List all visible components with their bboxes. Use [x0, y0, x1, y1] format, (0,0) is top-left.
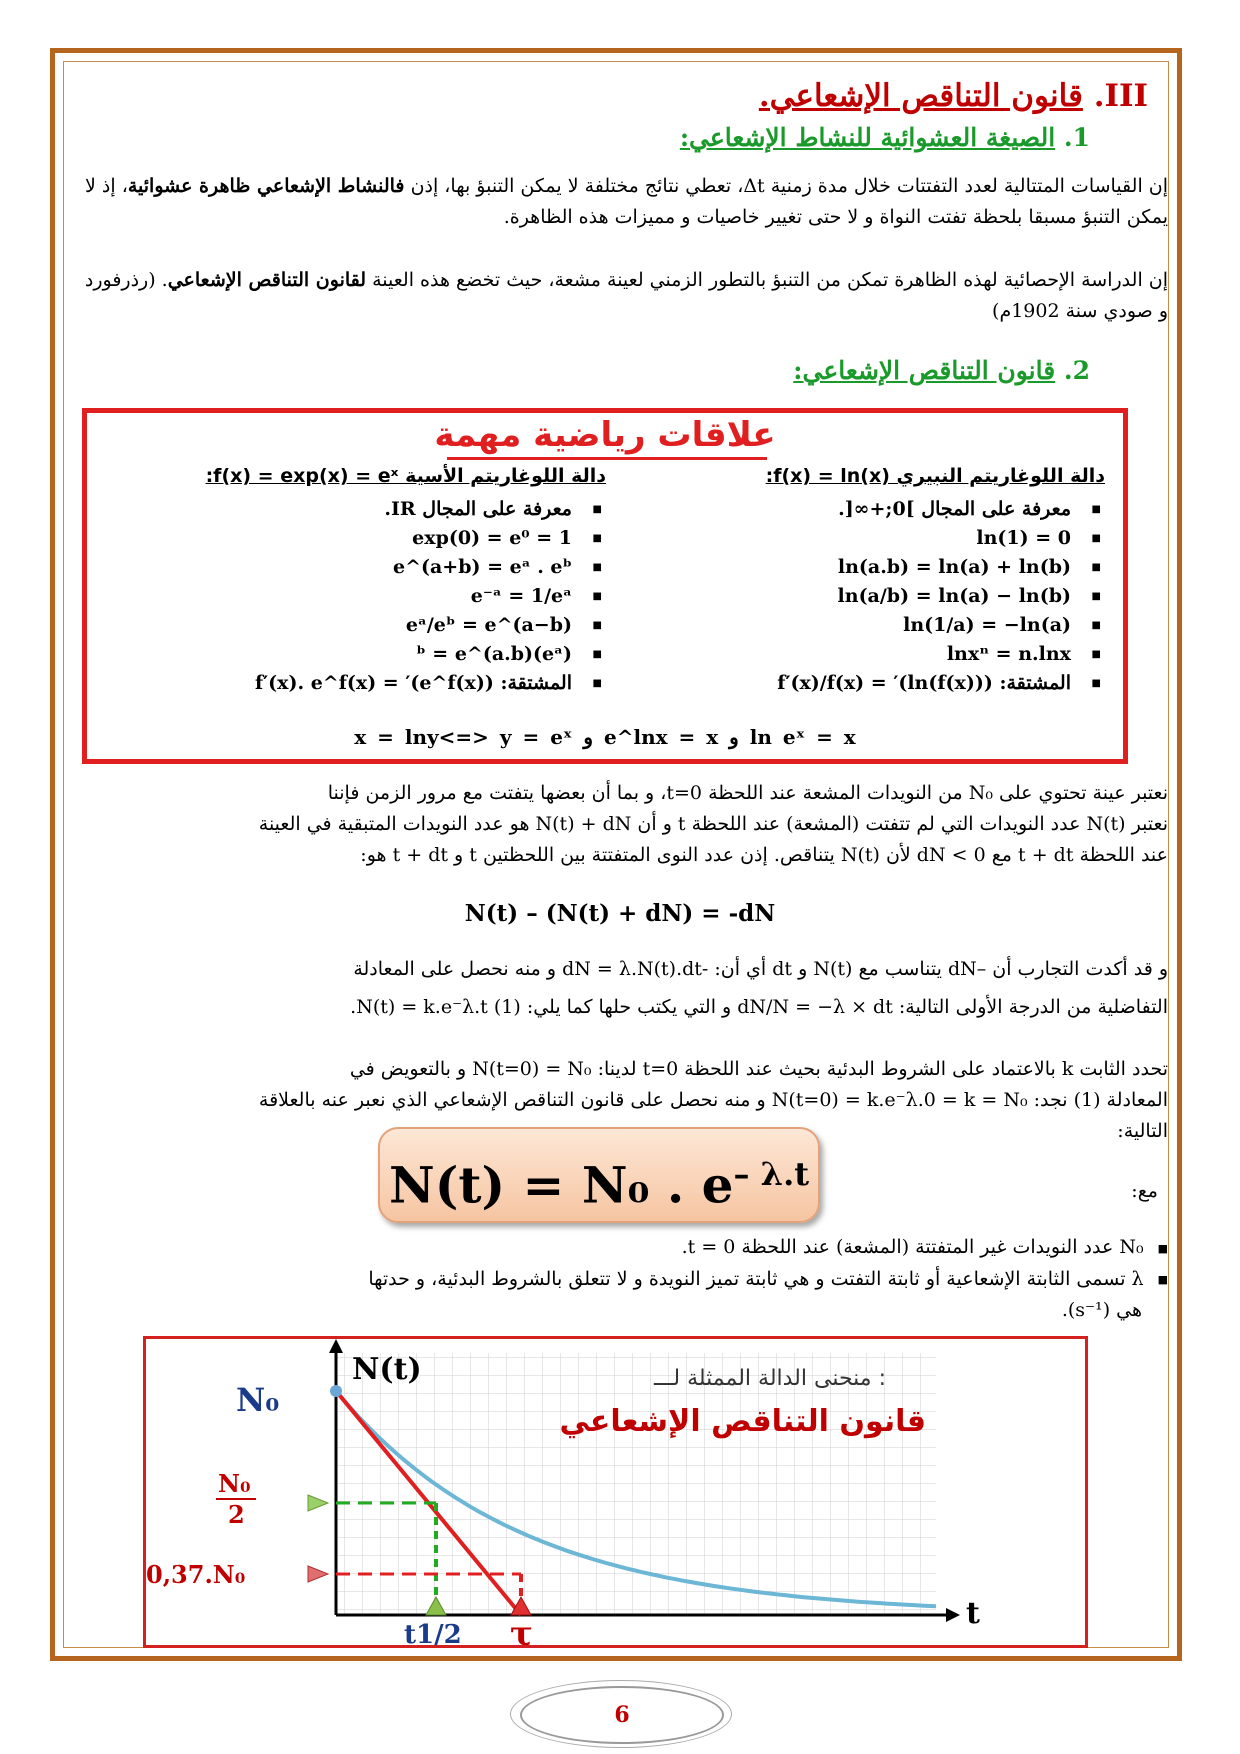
decay-graph-svg — [146, 1339, 1085, 1645]
section2-title: قانون التناقص الإشعاعي: — [793, 356, 1056, 385]
with-label: مع: — [1131, 1180, 1158, 1202]
formula-base: N(t) = N₀ . e — [389, 1155, 734, 1215]
exp-item: ■ e^(a+b) = eᵃ . eᵇ — [101, 553, 606, 582]
section2-number: 2. — [1063, 356, 1090, 385]
paragraph-4 — [73, 950, 1168, 1026]
n0-half-num: N₀ — [218, 1469, 251, 1498]
n0-point — [330, 1385, 342, 1397]
para2-bold: لقانون التناقص الإشعاعي — [167, 269, 367, 291]
n0-half-den: 2 — [228, 1500, 245, 1529]
delta-t: Δt — [743, 175, 765, 197]
section1-heading — [680, 123, 1090, 152]
formula-exponent: – λ.t — [733, 1155, 809, 1193]
para5-line: تحدد الثابت k بالاعتماد على الشروط البدئية بحيث عند اللحظة t=0 لدينا: N(t=0) = N₀ و بالتعويض في — [349, 1058, 1168, 1080]
tau-level-marker — [308, 1566, 328, 1582]
ln-item: ■ lnxⁿ = n.lnx — [600, 640, 1105, 669]
paragraph-1 — [73, 171, 1168, 233]
ln-item: ■ معرفة على المجال ]0;+∞[. — [600, 495, 1105, 524]
math-box-title: علاقات رياضية مهمة — [434, 415, 776, 455]
half-marker — [308, 1495, 328, 1511]
para3-line: نعتبر عينة تحتوي على N₀ من النويدات المشعة عند اللحظة t=0، و بما أن بعضها يتفتت مع مرور الزمن فإننا — [327, 782, 1168, 804]
grid — [336, 1353, 936, 1615]
paragraph-3 — [73, 778, 1168, 871]
graph-title-2: قانون التناقص الإشعاعي — [559, 1404, 926, 1439]
bullet-text: N₀ عدد النويدات غير المتفتتة (المشعة) عند اللحظة t = 0. — [681, 1236, 1144, 1258]
para2-text-a: إن الدراسة الإحصائية لهذه الظاهرة تمكن من التنبؤ بالتطور الزمني لعينة مشعة، حيث تخضع هذه العينة — [372, 269, 1168, 291]
main-heading — [759, 78, 1148, 114]
para3-line: عند اللحظة t + dt مع dN < 0 لأن N(t) يتناقص. إذن عدد النوى المتفتتة بين اللحظتين t و t + dt هو: — [360, 844, 1168, 866]
ln-item: ■ ln(1/a) = −ln(a) — [600, 611, 1105, 640]
graph-title-1: منحنى الدالة الممثلة لـــ : — [654, 1366, 886, 1391]
heading-title: قانون التناقص الإشعاعي. — [758, 78, 1083, 114]
para1-text-b: ، تعطي نتائج مختلفة لا يمكن التنبؤ بها، إذن — [410, 175, 744, 197]
para4-line: التفاضلية من الدرجة الأولى التالية: dN/N = −λ × dt و التي يكتب حلها كما يلي: N(t) = k.e⁻λ.t (1). — [350, 996, 1168, 1018]
section1-title: الصيغة العشوائية للنشاط الإشعاعي: — [679, 123, 1056, 152]
math-box-bottom-line: x = lny<=> y = eˣ و e^lnx = x و ln eˣ = x — [354, 725, 856, 749]
ln-column-head: دالة اللوغاريتم النبيري f(x) = ln(x): — [765, 465, 1105, 487]
decay-law-formula — [378, 1127, 820, 1223]
section1-number: 1. — [1063, 123, 1090, 152]
section2-heading — [793, 356, 1090, 385]
n037-label: 0,37.N₀ — [146, 1560, 246, 1589]
n0-label: N₀ — [236, 1381, 280, 1419]
decay-graph — [143, 1336, 1088, 1648]
bullet-text: λ تسمى الثابتة الإشعاعية أو ثابتة التفتت و هي ثابتة تميز النويدة و لا تتعلق بالشروط البدئية، و حدتها — [368, 1267, 1144, 1290]
math-relations-box — [82, 408, 1128, 764]
ln-item: ■ المشتقة: (ln(f(x)))′ = f′(x)/f(x) — [600, 669, 1105, 698]
ln-item: ■ ln(1) = 0 — [600, 524, 1105, 553]
x-axis-label: t — [966, 1596, 980, 1631]
t-half-label: t1/2 — [404, 1620, 462, 1645]
para1-text-a: إن القياسات المتتالية لعدد التفتتات خلال مدة زمنية — [770, 175, 1168, 197]
x-axis-arrow — [946, 1608, 960, 1622]
ln-list — [600, 495, 1105, 698]
exp-item: ■ المشتقة: (e^f(x))′ = f′(x). e^f(x) — [101, 669, 606, 698]
para1-text-c: ، إذ لا يمكن التنبؤ مسبقا بلحظة تفتت النواة و لا حتى تغيير خاصيات و مميزات هذه الظاهرة. — [85, 175, 1168, 228]
ln-item: ■ ln(a.b) = ln(a) + ln(b) — [600, 553, 1105, 582]
exp-item: ■ eᵃ/eᵇ = e^(a−b) — [101, 611, 606, 640]
definition-list — [168, 1232, 1168, 1326]
page-number: 6 — [520, 1686, 724, 1744]
ln-item: ■ ln(a/b) = ln(a) − ln(b) — [600, 582, 1105, 611]
para4-line: و قد أكدت التجارب أن –dN يتناسب مع N(t) و dt أي أن: -dN = λ.N(t).dt و منه نحصل على المعادلة — [353, 958, 1168, 980]
exp-item: ■ exp(0) = e⁰ = 1 — [101, 524, 606, 553]
bullet-text: هي (s⁻¹). — [1061, 1299, 1142, 1321]
exp-list — [101, 495, 606, 698]
para1-bold: فالنشاط الإشعاعي ظاهرة عشوائية — [127, 175, 405, 197]
para2-text-b: . (رذرفورد و صودي سنة 1902م) — [84, 269, 1168, 322]
y-axis-label: N(t) — [352, 1352, 422, 1387]
heading-number: III. — [1093, 78, 1148, 114]
tau-label: τ — [510, 1614, 533, 1645]
exp-column — [101, 465, 606, 698]
bullet-lambda-cont — [168, 1295, 1168, 1326]
y-axis-arrow — [329, 1339, 343, 1353]
exp-column-head: دالة اللوغاريتم الأسية f(x) = exp(x) = eˣ: — [205, 465, 606, 487]
bullet-n0: ■N₀ عدد النويدات غير المتفتتة (المشعة) عند اللحظة t = 0. — [681, 1236, 1168, 1258]
para5-line: المعادلة (1) نجد: N(t=0) = k.e⁻λ.0 = k = N₀ و منه نحصل على قانون التناقص الإشعاعي الذي نعبر عنه بالعلاقة — [258, 1089, 1168, 1111]
equation-dn: N(t) – (N(t) + dN) = -dN — [464, 900, 776, 927]
exp-item: ■ e⁻ᵃ = 1/eᵃ — [101, 582, 606, 611]
paragraph-2 — [73, 265, 1168, 327]
para3-line: نعتبر N(t) عدد النويدات التي لم تتفتت (المشعة) عند اللحظة t و أن N(t) + dN هو عدد النويدات المتبقية في العينة — [258, 813, 1168, 835]
bullet-lambda: ■λ تسمى الثابتة الإشعاعية أو ثابتة التفتت و هي ثابتة تميز النويدة و لا تتعلق بالشروط البدئية، و حدتها — [368, 1267, 1168, 1290]
exp-item: ■ معرفة على المجال IR. — [101, 495, 606, 524]
para5-line: التالية: — [1117, 1120, 1168, 1142]
exp-item: ■ (eᵃ)ᵇ = e^(a.b) — [101, 640, 606, 669]
ln-column — [600, 465, 1105, 698]
